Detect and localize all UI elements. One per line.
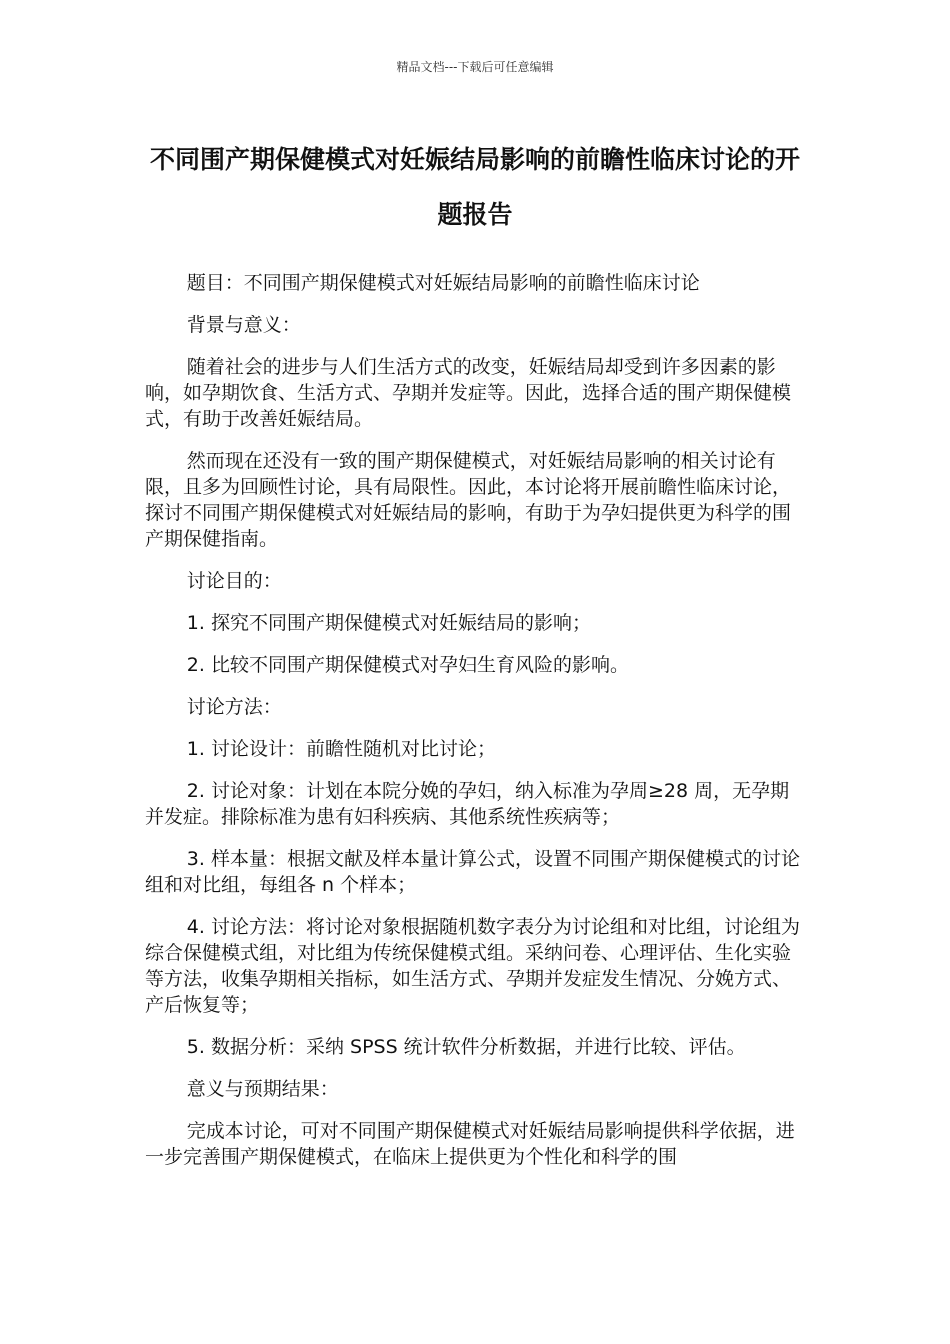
heading-significance: 意义与预期结果： (186, 1078, 339, 1100)
heading-methods: 讨论方法： (186, 696, 282, 718)
list-item: 4. 讨论方法：将讨论对象根据随机数字表分为讨论组和对比组，讨论组为综合保健模式组，对比组为传统保健模式组。采纳问卷、心理评估、生化实验等方法，收集孕期相关指标，如生活方式、孕期并发症发生情况、分娩方式、产后恢复等； (145, 916, 800, 1016)
paragraph: 然而现在还没有一致的围产期保健模式，对妊娠结局影响的相关讨论有限，且多为回顾性讨论，具有局限性。因此，本讨论将开展前瞻性临床讨论，探讨不同围产期保健模式对妊娠结局的影响，有助于为孕妇提供更为科学的围产期保健指南。 (145, 450, 792, 550)
document-body (145, 270, 805, 1186)
list-item: 5. 数据分析：采纳 SPSS 统计软件分析数据，并进行比较、评估。 (186, 1036, 746, 1058)
paragraph-topic: 题目：不同围产期保健模式对妊娠结局影响的前瞻性临床讨论 (186, 272, 700, 294)
list-item: 1. 讨论设计：前瞻性随机对比讨论； (186, 738, 496, 760)
heading-objectives: 讨论目的： (186, 570, 282, 592)
page-header: 精品文档---下载后可任意编辑 (396, 60, 554, 74)
list-item: 1. 探究不同围产期保健模式对妊娠结局的影响； (186, 612, 591, 634)
list-item: 2. 讨论对象：计划在本院分娩的孕妇，纳入标准为孕周≥28 周，无孕期并发症。排除标准为患有妇科疾病、其他系统性疾病等； (145, 780, 790, 828)
paragraph: 完成本讨论，可对不同围产期保健模式对妊娠结局影响提供科学依据，进一步完善围产期保健模式，在临床上提供更为个性化和科学的围 (145, 1120, 795, 1168)
document-title: 不同围产期保健模式对妊娠结局影响的前瞻性临床讨论的开题报告 (149, 145, 800, 229)
heading-background: 背景与意义： (186, 314, 301, 336)
list-item: 3. 样本量：根据文献及样本量计算公式，设置不同围产期保健模式的讨论组和对比组，每组各 n 个样本； (145, 848, 800, 896)
paragraph: 随着社会的进步与人们生活方式的改变，妊娠结局却受到许多因素的影响，如孕期饮食、生活方式、孕期并发症等。因此，选择合适的围产期保健模式，有助于改善妊娠结局。 (145, 356, 792, 430)
list-item: 2. 比较不同围产期保健模式对孕妇生育风险的影响。 (186, 654, 629, 676)
